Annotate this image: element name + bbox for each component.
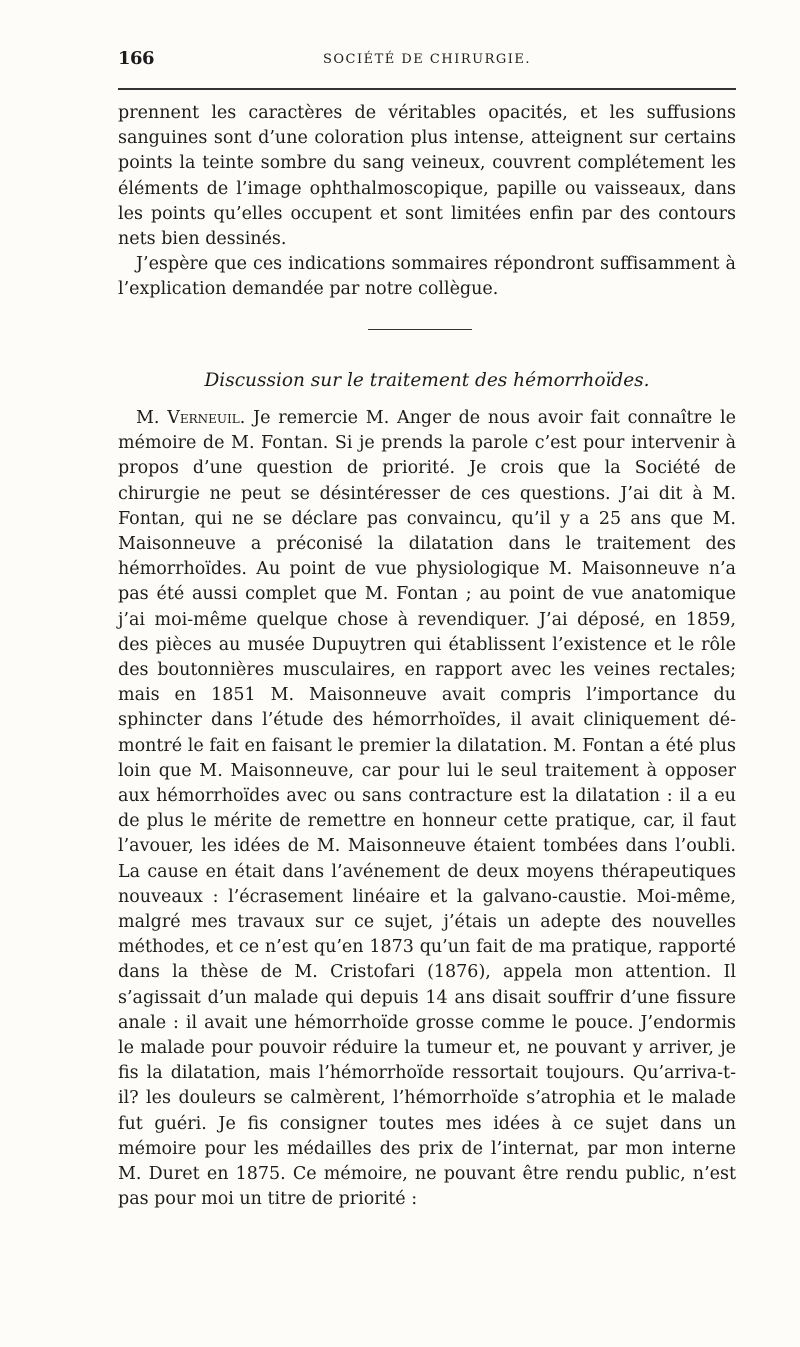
header-rule xyxy=(118,88,736,90)
section-separator xyxy=(368,329,472,330)
discussion-text xyxy=(118,406,736,1213)
paragraph-closing: J’espère que ces indications sommaires répondront suffisamment à l’explication demandée par notre collègue. xyxy=(118,254,736,300)
paragraph-continued: prennent les caractères de véritables opacités, et les suffusions sanguines sont d’une coloration plus intense, atteignent sur certains points la teinte sombre du sang veineux, couvrent complétement les éléments de l’image ophthalmoscopique, papille ou vaisseaux, dans les points qu’elles occupent et sont limitées enfin par des contours nets bien dessinés. xyxy=(118,103,736,250)
speaker-name: M. Verneuil. xyxy=(136,408,246,428)
page-header xyxy=(118,48,736,74)
section-title: Discussion sur le traitement des hémorrhoïdes. xyxy=(204,370,650,391)
running-title: SOCIÉTÉ DE CHIRURGIE. xyxy=(322,52,532,67)
page-number: 166 xyxy=(118,48,155,69)
continuation-text xyxy=(118,101,736,303)
discussion-paragraph xyxy=(118,406,736,1213)
discussion-body: Je remercie M. Anger de nous avoir fait connaître le mémoire de M. Fontan. Si je prends la parole c’est pour intervenir à propos d’une question de priorité. Je crois que la Société de chirurgie ne peut se désintéresser de ces questions. J’ai dit à M. Fontan, qui ne se déclare pas convaincu, qu’il y a 25 ans que M. Maisonneuve a préconisé la dilatation dans le traitement des hémorrhoïdes. Au point de vue physiologique M. Maisonneuve n’a pas été aussi complet que M. Fontan ; au point de vue anatomique j’ai moi-même quelque chose à revendiquer. J’ai déposé, en 1859, des pièces au musée Dupuytren qui établissent l’existence et le rôle des boutonnières musculaires, en rapport avec les veines rectales; mais en 1851 M. Maisonneuve avait compris l’importance du sphincter dans l’étude des hémorrhoïdes, il avait cliniquement démontré le fait en faisant le premier la dilatation. M. Fontan a été plus loin que M. Maisonneuve, car pour lui le seul traitement à opposer aux hémorrhoïdes avec ou sans contracture est la dilatation : il a eu de plus le mérite de remettre en honneur cette pratique, car, il faut l’avouer, les idées de M. Maisonneuve étaient tombées dans l’oubli. La cause en était dans l’avénement de deux moyens thérapeutiques nouveaux : l’écrasement linéaire et la galvano-caustie. Moi-même, malgré mes travaux sur ce sujet, j’étais un adepte des nouvelles méthodes, et ce n’est qu’en 1873 qu’un fait de ma pratique, rapporté dans la thèse de M. Cristofari (1876), appela mon attention. Il s’agissait d’un malade qui depuis 14 ans disait souffrir d’une fissure anale : il avait une hémorrhoïde grosse comme le pouce. J’endormis le malade pour pouvoir réduire la tumeur et, ne pouvant y arriver, je fis la dilatation, mais l’hémorrhoïde ressortait toujours. Qu’arriva-t-il? les douleurs se calmèrent, l’hémorrhoïde s’atrophia et le malade fut guéri. Je fis consigner toutes mes idées à ce sujet dans un mémoire pour les médailles des prix de l’internat, par mon interne M. Duret en 1875. Ce mémoire, ne pouvant être rendu public, n’est pas pour moi un titre de priorité : xyxy=(118,408,737,1210)
